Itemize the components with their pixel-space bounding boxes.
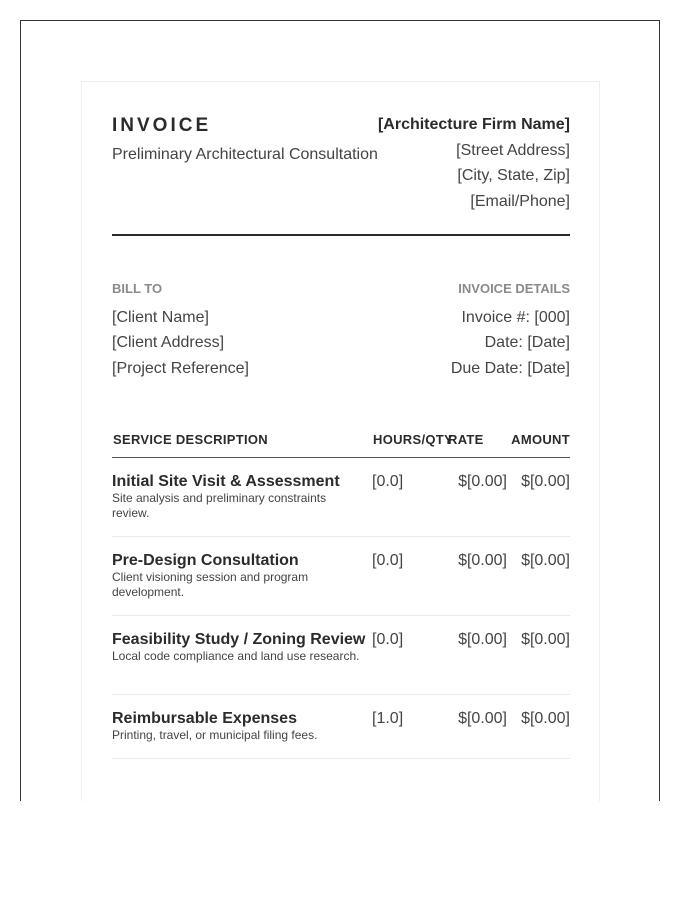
service-hours: [0.0]: [372, 631, 404, 648]
firm-street-address: [Street Address]: [456, 142, 570, 159]
column-header-amount: AMOUNT: [511, 432, 570, 447]
service-hours: [0.0]: [372, 552, 404, 569]
header-divider: [112, 234, 570, 236]
service-amount: $[0.00]: [521, 552, 570, 569]
service-rate: $[0.00]: [458, 473, 507, 490]
service-hours: [1.0]: [372, 710, 404, 727]
column-header-hours: HOURS/QTY: [373, 432, 453, 447]
invoice-details-label: INVOICE DETAILS: [458, 281, 570, 296]
client-address: [Client Address]: [112, 334, 225, 351]
service-amount: $[0.00]: [521, 631, 570, 648]
table-row: [112, 695, 570, 759]
table-row: [112, 616, 570, 695]
bill-to-label: BILL TO: [112, 281, 163, 296]
service-title: Reimbursable Expenses: [112, 710, 297, 727]
service-description: Printing, travel, or municipal filing fees.: [112, 728, 318, 742]
service-amount: $[0.00]: [521, 710, 570, 727]
table-row: [112, 458, 570, 537]
column-header-description: SERVICE DESCRIPTION: [113, 432, 268, 447]
service-title: Initial Site Visit & Assessment: [112, 473, 340, 490]
invoice-subtitle: Preliminary Architectural Consultation: [112, 146, 378, 163]
service-rate: $[0.00]: [458, 710, 507, 727]
firm-name: [Architecture Firm Name]: [377, 116, 570, 133]
client-name: [Client Name]: [112, 309, 209, 326]
service-title: Feasibility Study / Zoning Review: [112, 631, 366, 648]
invoice-due-date: Due Date: [Date]: [450, 360, 570, 377]
service-description: Local code compliance and land use research.: [112, 649, 360, 663]
column-header-rate: RATE: [448, 432, 484, 447]
service-amount: $[0.00]: [521, 473, 570, 490]
service-hours: [0.0]: [372, 473, 404, 490]
service-rate: $[0.00]: [458, 631, 507, 648]
service-description: Client visioning session and program development.: [112, 570, 309, 599]
service-rate: $[0.00]: [458, 552, 507, 569]
firm-email-phone: [Email/Phone]: [470, 193, 570, 210]
invoice-title: INVOICE: [112, 115, 212, 136]
invoice-number: Invoice #: [000]: [461, 309, 570, 326]
firm-city-state-zip: [City, State, Zip]: [457, 167, 570, 184]
invoice-date: Date: [Date]: [484, 334, 570, 351]
project-reference: [Project Reference]: [112, 360, 249, 377]
service-description: Site analysis and preliminary constraints review.: [112, 491, 327, 520]
table-row: [112, 537, 570, 616]
service-title: Pre-Design Consultation: [112, 552, 299, 569]
